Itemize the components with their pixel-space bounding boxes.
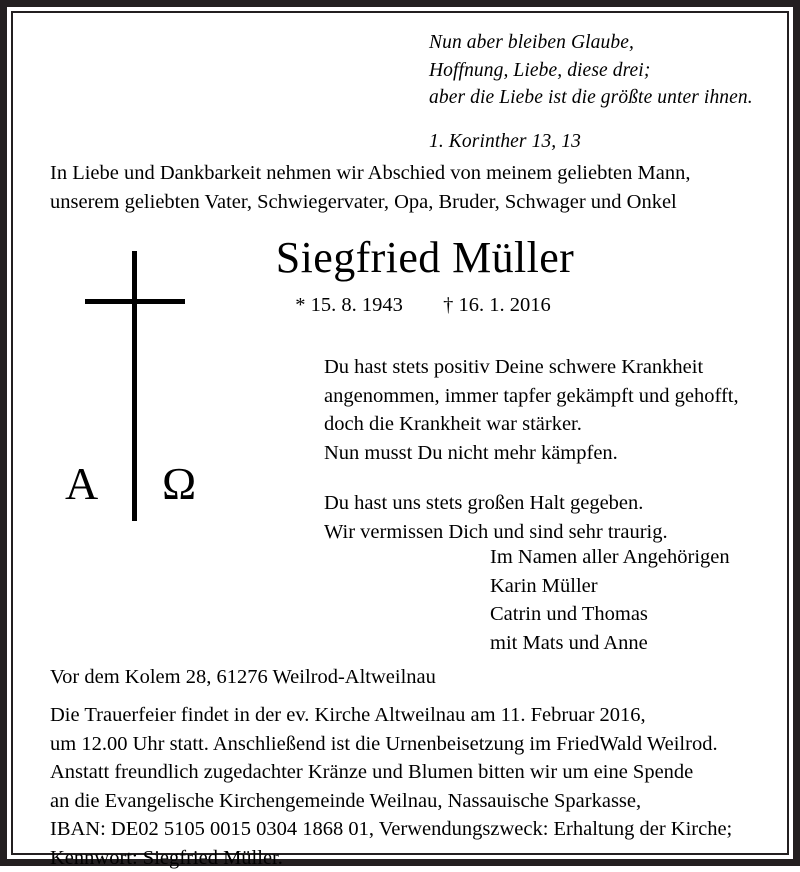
cross-icon (57, 251, 232, 531)
poem-line-4: Nun musst Du nicht mehr kämpfen. (324, 439, 794, 468)
bible-verse-block (429, 29, 789, 155)
funeral-details-block (50, 701, 790, 872)
poem-line-2: angenommen, immer tapfer gekämpft und gehofft, (324, 382, 794, 411)
born-symbol: * (295, 294, 305, 316)
postal-address: Vor dem Kolem 28, 61276 Weilrod-Altweilnau (50, 663, 780, 691)
died-date: 16. 1. 2016 (459, 294, 551, 316)
poem-line-1: Du hast stets positiv Deine schwere Krankheit (324, 353, 794, 382)
family-line-4: mit Mats und Anne (490, 629, 790, 658)
verse-line-1: Nun aber bleiben Glaube, (429, 29, 789, 57)
poem-line-6: Wir vermissen Dich und sind sehr traurig. (324, 518, 794, 547)
family-line-3: Catrin und Thomas (490, 600, 790, 629)
verse-line-2: Hoffnung, Liebe, diese drei; (429, 57, 789, 85)
died-symbol: † (443, 294, 453, 316)
cross-vertical-bar (132, 251, 137, 521)
notice-inner-border (11, 11, 789, 855)
details-line-4: an die Evangelische Kirchengemeinde Weilnau, Nassauische Sparkasse, (50, 787, 790, 816)
memorial-poem (324, 353, 794, 546)
family-line-2: Karin Müller (490, 572, 790, 601)
poem-line-5: Du hast uns stets großen Halt gegeben. (324, 489, 794, 518)
details-line-3: Anstatt freundlich zugedachter Kränze und Blumen bitten wir um eine Spende (50, 758, 790, 787)
born-date: 15. 8. 1943 (311, 294, 403, 316)
family-block (490, 543, 790, 657)
poem-line-3: doch die Krankheit war stärker. (324, 410, 794, 439)
details-line-5-iban: IBAN: DE02 5105 0015 0304 1868 01, Verwendungszweck: Erhaltung der Kirche; (50, 815, 790, 844)
details-line-2: um 12.00 Uhr statt. Anschließend ist die Urnenbeisetzung im FriedWald Weilrod. (50, 730, 790, 759)
intro-line-1: In Liebe und Dankbarkeit nehmen wir Abschied von meinem geliebten Mann, (50, 159, 780, 188)
poem-stanza-2 (324, 489, 794, 546)
poem-stanza-1 (324, 353, 794, 467)
omega-icon: Ω (162, 461, 196, 507)
alpha-icon: A (65, 461, 98, 507)
verse-line-3: aber die Liebe ist die größte unter ihnen. (429, 84, 789, 112)
details-line-1: Die Trauerfeier findet in der ev. Kirche Altweilnau am 11. Februar 2016, (50, 701, 790, 730)
notice-content (13, 13, 787, 853)
verse-reference: 1. Korinther 13, 13 (429, 128, 789, 156)
life-dates (13, 294, 800, 317)
intro-line-2: unserem geliebten Vater, Schwiegervater, Opa, Bruder, Schwager und Onkel (50, 188, 780, 217)
family-line-1: Im Namen aller Angehörigen (490, 543, 790, 572)
intro-block (50, 159, 780, 217)
deceased-name: Siegfried Müller (13, 233, 800, 283)
details-line-6: Kennwort: Siegfried Müller. (50, 844, 790, 872)
